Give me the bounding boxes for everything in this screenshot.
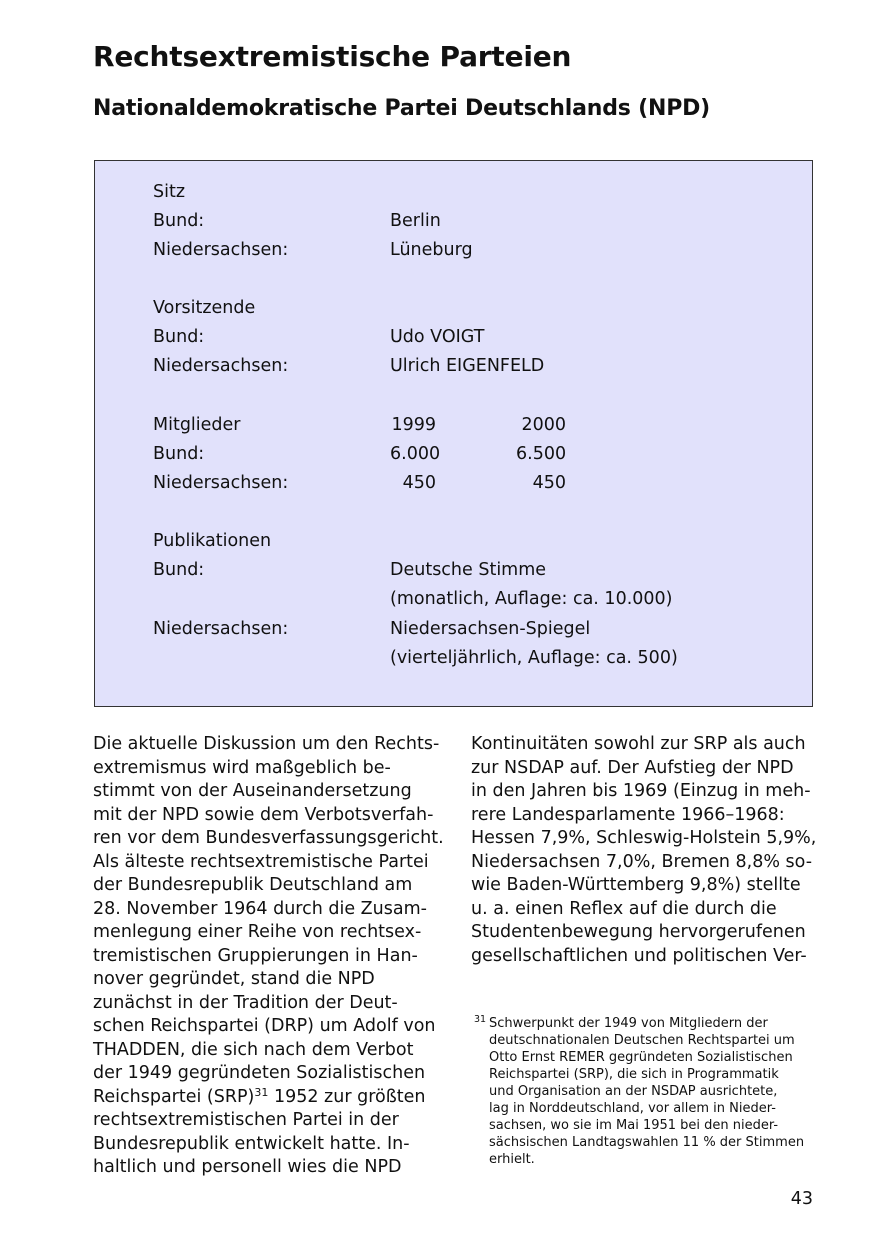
sitz-bund-label: Bund: bbox=[153, 211, 205, 231]
publikationen-nds-title: Niedersachsen-Spiegel bbox=[390, 619, 591, 639]
mitglieder-bund-label: Bund: bbox=[153, 444, 205, 464]
footnote-text bbox=[489, 1015, 804, 1168]
sitz-nds-value: Lüneburg bbox=[390, 240, 473, 260]
publikationen-nds-label: Niedersachsen: bbox=[153, 619, 289, 639]
srp-text: Reichspartei (SRP) bbox=[93, 1086, 255, 1107]
body-line: rechtsextremistischen Partei in der bbox=[93, 1110, 399, 1130]
party-info-box bbox=[94, 160, 813, 707]
footnote-line: und Organisation an der NSDAP ausrichtete, bbox=[489, 1084, 778, 1099]
body-line: menlegung einer Reihe von rechtsex- bbox=[93, 922, 422, 942]
body-line: stimmt von der Auseinandersetzung bbox=[93, 781, 412, 801]
body-line: ren vor dem Bundesverfassungsgericht. bbox=[93, 828, 444, 848]
body-line: der Bundesrepublik Deutschland am bbox=[93, 875, 413, 895]
sitz-bund-value: Berlin bbox=[390, 211, 441, 231]
publikationen-bund-title: Deutsche Stimme bbox=[390, 560, 547, 580]
footnote-line: deutschnationalen Deutschen Rechtspartei um bbox=[489, 1033, 795, 1048]
body-line: in den Jahren bis 1969 (Einzug in meh- bbox=[471, 781, 811, 801]
vorsitzende-nds-value: Ulrich EIGENFELD bbox=[390, 356, 545, 376]
mitglieder-nds-label: Niedersachsen: bbox=[153, 473, 289, 493]
mitglieder-bund-2000: 6.500 bbox=[516, 444, 567, 464]
mitglieder-nds-2000: 450 bbox=[532, 473, 566, 493]
body-line: 28. November 1964 durch die Zusam- bbox=[93, 898, 427, 919]
body-line: tremistischen Gruppierungen in Han- bbox=[93, 945, 418, 966]
vorsitzende-heading: Vorsitzende bbox=[153, 298, 256, 318]
body-line: Kontinuitäten sowohl zur SRP als auch bbox=[471, 734, 806, 754]
body-line: schen Reichspartei (DRP) um Adolf von bbox=[93, 1016, 436, 1036]
footnote-line: erhielt. bbox=[489, 1152, 535, 1167]
body-line: haltlich und personell wies die NPD bbox=[93, 1157, 402, 1177]
mitglieder-nds-1999: 450 bbox=[402, 473, 436, 493]
body-line: Studentenbewegung hervorgerufenen bbox=[471, 922, 806, 942]
body-line: wie Baden-Württemberg 9,8%) stellte bbox=[471, 875, 801, 895]
body-line: der 1949 gegründeten Sozialistischen bbox=[93, 1063, 426, 1083]
mitglieder-heading: Mitglieder bbox=[153, 415, 241, 435]
vorsitzende-bund-label: Bund: bbox=[153, 327, 205, 347]
publikationen-bund-label: Bund: bbox=[153, 560, 205, 580]
mitglieder-year-2000: 2000 bbox=[521, 415, 566, 435]
body-line: gesellschaftlichen und politischen Ver- bbox=[471, 945, 807, 966]
srp-text-continued: 1952 zur größten bbox=[268, 1086, 426, 1107]
footnote-line: lag in Norddeutschland, vor allem in Nieder- bbox=[489, 1101, 776, 1116]
publikationen-bund-detail: (monatlich, Auflage: ca. 10.000) bbox=[390, 589, 673, 609]
body-line: u. a. einen Reflex auf die durch die bbox=[471, 898, 777, 919]
vorsitzende-bund-value: Udo VOIGT bbox=[390, 327, 485, 347]
body-line: Die aktuelle Diskussion um den Rechts- bbox=[93, 734, 440, 754]
mitglieder-bund-1999: 6.000 bbox=[390, 444, 441, 464]
body-line: zunächst in der Tradition der Deut- bbox=[93, 992, 398, 1013]
page-title: Rechtsextremistische Parteien bbox=[93, 40, 572, 73]
sitz-nds-label: Niedersachsen: bbox=[153, 240, 289, 260]
body-line: extremismus wird maßgeblich be- bbox=[93, 757, 391, 778]
body-text-right-column bbox=[471, 733, 816, 968]
footnote-line: Schwerpunkt der 1949 von Mitgliedern der bbox=[489, 1016, 768, 1031]
footnote-line: sächsischen Landtagswahlen 11 % der Stimmen bbox=[489, 1135, 805, 1150]
body-line: nover gegründet, stand die NPD bbox=[93, 969, 375, 989]
body-line: mit der NPD sowie dem Verbotsverfah- bbox=[93, 804, 434, 825]
body-line: Hessen 7,9%, Schleswig-Holstein 5,9%, bbox=[471, 828, 817, 848]
body-line: THADDEN, die sich nach dem Verbot bbox=[93, 1039, 414, 1060]
body-line: rere Landesparlamente 1966–1968: bbox=[471, 804, 785, 825]
vorsitzende-nds-label: Niedersachsen: bbox=[153, 356, 289, 376]
page-number: 43 bbox=[790, 1189, 813, 1209]
body-line: Als älteste rechtsextremistische Partei bbox=[93, 851, 429, 872]
body-line-with-footnote-ref bbox=[93, 1086, 438, 1110]
body-line: zur NSDAP auf. Der Aufstieg der NPD bbox=[471, 757, 794, 778]
page-subtitle: Nationaldemokratische Partei Deutschlands (NPD) bbox=[93, 96, 711, 121]
publikationen-heading: Publikationen bbox=[153, 531, 272, 551]
footnote-line: Reichspartei (SRP), die sich in Programmatik bbox=[489, 1067, 779, 1082]
footnote-line: Otto Ernst REMER gegründeten Sozialistischen bbox=[489, 1050, 793, 1065]
sitz-heading: Sitz bbox=[153, 182, 186, 202]
footnote-line: sachsen, wo sie im Mai 1951 bei den nieder- bbox=[489, 1118, 779, 1133]
footnote-reference[interactable]: 31 bbox=[254, 1085, 269, 1099]
body-line: Bundesrepublik entwickelt hatte. In- bbox=[93, 1133, 410, 1154]
publikationen-nds-detail: (vierteljährlich, Auflage: ca. 500) bbox=[390, 648, 678, 668]
mitglieder-year-1999: 1999 bbox=[391, 415, 436, 435]
body-line: Niedersachsen 7,0%, Bremen 8,8% so- bbox=[471, 851, 813, 872]
footnote-number: 31 bbox=[474, 1014, 487, 1025]
body-text-left-column bbox=[93, 733, 444, 1180]
